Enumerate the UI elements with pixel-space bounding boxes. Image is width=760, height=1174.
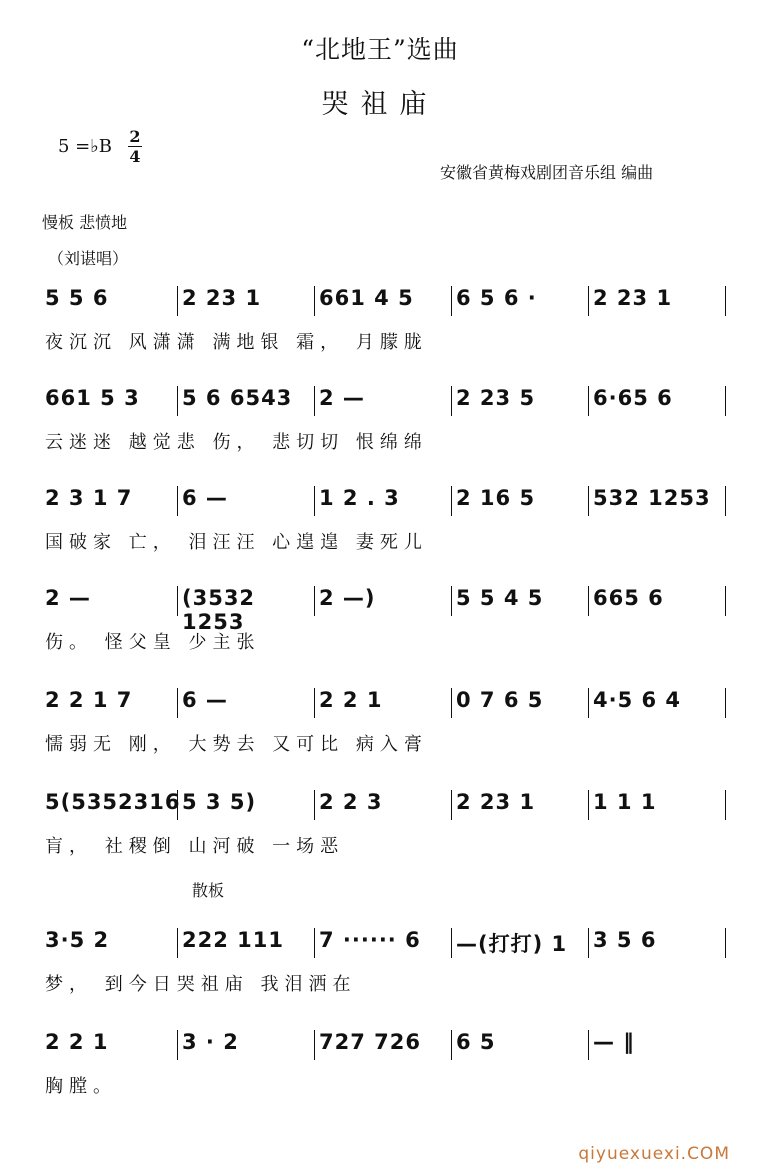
notation-line [0, 586, 760, 634]
time-numerator: 2 [129, 127, 141, 146]
sanban-marking: 散板 [192, 881, 225, 900]
measure: 2 — [45, 586, 182, 634]
measure: 661 5 3 [45, 386, 182, 410]
notation-line [0, 486, 760, 510]
lyrics-line: 梦， 到今日哭祖庙 我泪洒在 [45, 974, 357, 995]
notation-line [0, 688, 760, 712]
measure: 4·5 6 4 [593, 688, 730, 712]
measure: 6 5 [456, 1030, 593, 1054]
key-signature: 5 =♭B [58, 136, 112, 157]
site-watermark: qiyuexuexi.COM [578, 1144, 730, 1164]
measure: 5 6 6543 [182, 386, 319, 410]
notation-line [0, 386, 760, 410]
lyrics-line: 懦弱无 刚， 大势去 又可比 病入膏 [45, 734, 428, 755]
measure: 5 3 5) [182, 790, 319, 814]
measure: 661 4 5 [319, 286, 456, 310]
song-title: 哭祖庙 [321, 89, 439, 120]
measure: 2 23 1 [456, 790, 593, 814]
measure: 2 2 1 7 [45, 688, 182, 712]
tempo-marking: 慢板 悲愤地 [42, 213, 128, 232]
measure: 2 23 1 [182, 286, 319, 310]
measure: 2 2 1 [45, 1030, 182, 1054]
notation-line [0, 286, 760, 310]
measure: 5 5 4 5 [456, 586, 593, 634]
measure: 665 6 [593, 586, 730, 634]
measure: 532 1253 [593, 486, 730, 510]
measure: 2 16 5 [456, 486, 593, 510]
singer-label: （刘谌唱） [48, 249, 129, 268]
lyrics-line: 伤。 怪父皇 少主张 [45, 632, 261, 653]
measure: (3532 1253 [182, 586, 319, 634]
notation-line [0, 928, 760, 958]
measure: 6 — [182, 688, 319, 712]
measure: 5 5 6 [45, 286, 182, 310]
song-subtitle: “北地王”选曲 [301, 35, 459, 64]
measure: 0 7 6 5 [456, 688, 593, 712]
measure: 7 ······ 6 [319, 928, 456, 958]
notation-line [0, 1030, 760, 1054]
measure: 222 111 [182, 928, 319, 958]
notation-line [0, 790, 760, 814]
lyrics-line: 云迷迷 越觉悲 伤， 悲切切 恨绵绵 [45, 432, 428, 453]
composer-credit: 安徽省黄梅戏剧团音乐组 编曲 [440, 163, 654, 182]
time-signature [128, 128, 142, 165]
lyrics-line: 胸膛。 [45, 1076, 117, 1097]
measure: 1 2 . 3 [319, 486, 456, 510]
measure: 3 · 2 [182, 1030, 319, 1054]
measure: 5(5352316 [45, 790, 181, 814]
measure: 2 2 3 [319, 790, 456, 814]
measure: —(打打) 1 [456, 928, 593, 958]
measure: 3·5 2 [45, 928, 182, 958]
measure: 1 1 1 [593, 790, 730, 814]
measure: 6 — [182, 486, 319, 510]
measure: 2 —) [319, 586, 456, 634]
measure: 6·65 6 [593, 386, 730, 410]
time-denominator: 4 [129, 147, 141, 166]
lyrics-line: 国破家 亡， 泪汪汪 心遑遑 妻死儿 [45, 532, 428, 553]
measure: 2 23 1 [593, 286, 730, 310]
measure: 3 5 6 [593, 928, 730, 958]
measure: 6 5 6 · [456, 286, 593, 310]
measure: 2 23 5 [456, 386, 593, 410]
measure: 727 726 [319, 1030, 456, 1054]
lyrics-line: 肓， 社稷倒 山河破 一场恶 [45, 836, 345, 857]
measure: 2 3 1 7 [45, 486, 182, 510]
measure: 2 — [319, 386, 456, 410]
measure: 2 2 1 [319, 688, 456, 712]
lyrics-line: 夜沉沉 风潇潇 满地银 霜， 月朦胧 [45, 332, 428, 353]
measure: — ‖ [593, 1030, 635, 1054]
